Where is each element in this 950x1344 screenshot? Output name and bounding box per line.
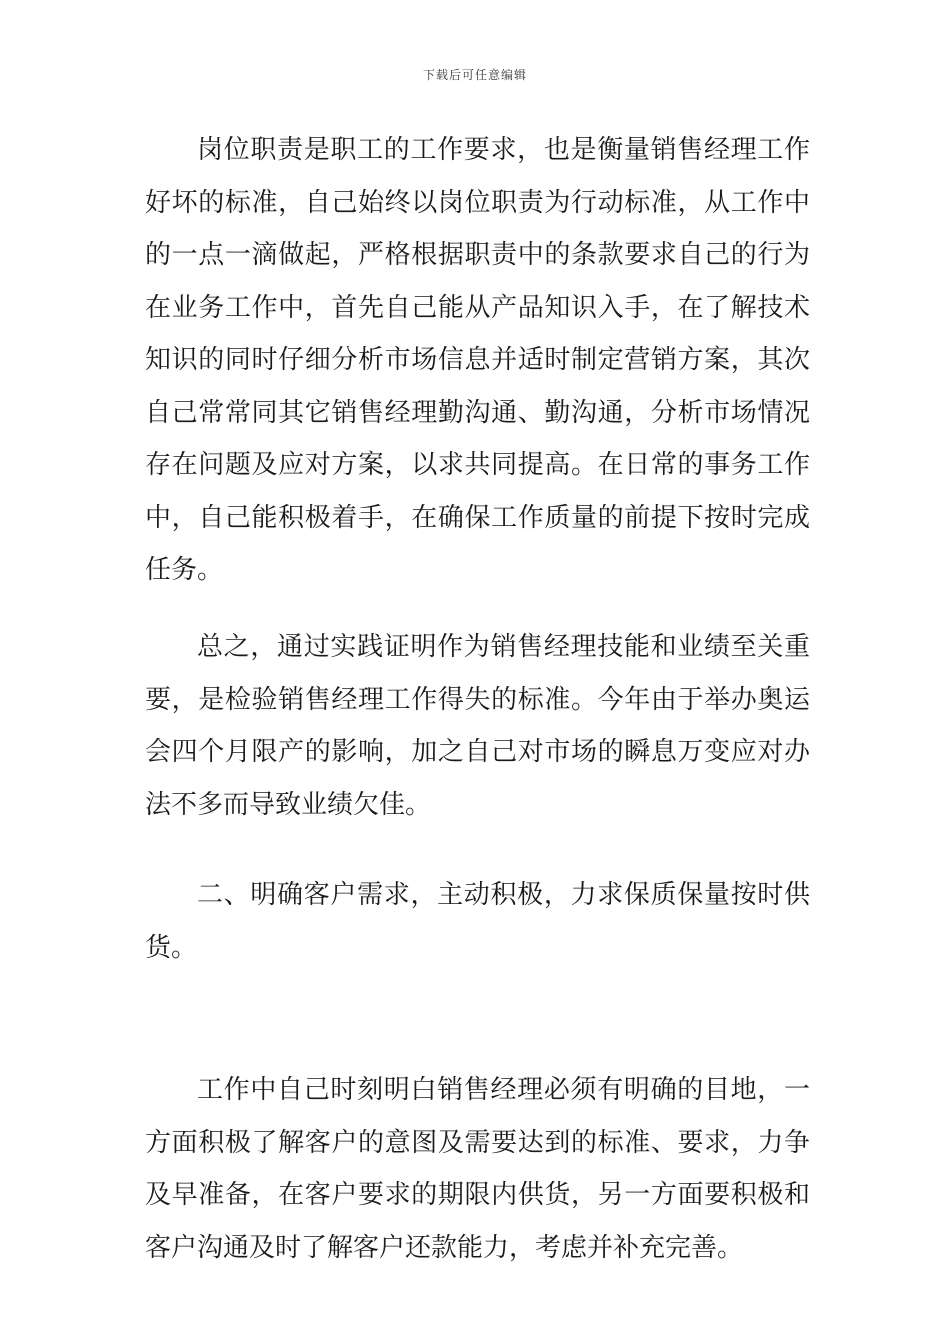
paragraph-summary: 总之，通过实践证明作为销售经理技能和业绩至关重要，是检验销售经理工作得失的标准。今年由于举办奥运会四个月限产的影响，加之自己对市场的瞬息万变应对办法不多而导致业绩欠佳。 xyxy=(145,632,810,820)
section-heading-customer-needs: 二、明确客户需求，主动积极，力求保质保量按时供货。 xyxy=(145,880,810,963)
header-note: 下载后可任意编辑 xyxy=(422,68,527,82)
paragraph-customer-work: 工作中自己时刻明白销售经理必须有明确的目地，一方面积极了解客户的意图及需要达到的标准、要求，力争及早准备，在客户要求的期限内供货，另一方面要积极和客户沟通及时了解客户还款能力，考虑并补充完善。 xyxy=(145,1075,810,1263)
paragraph-job-responsibilities: 岗位职责是职工的工作要求，也是衡量销售经理工作好坏的标准，自己始终以岗位职责为行动标准，从工作中的一点一滴做起，严格根据职责中的条款要求自己的行为在业务工作中，首先自己能从产品知识入手，在了解技术知识的同时仔细分析市场信息并适时制定营销方案，其次自己常常同其它销售经理勤沟通、勤沟通，分析市场情况存在问题及应对方案，以求共同提高。在日常的事务工作中，自己能积极着手，在确保工作质量的前提下按时完成任务。 xyxy=(145,135,810,585)
